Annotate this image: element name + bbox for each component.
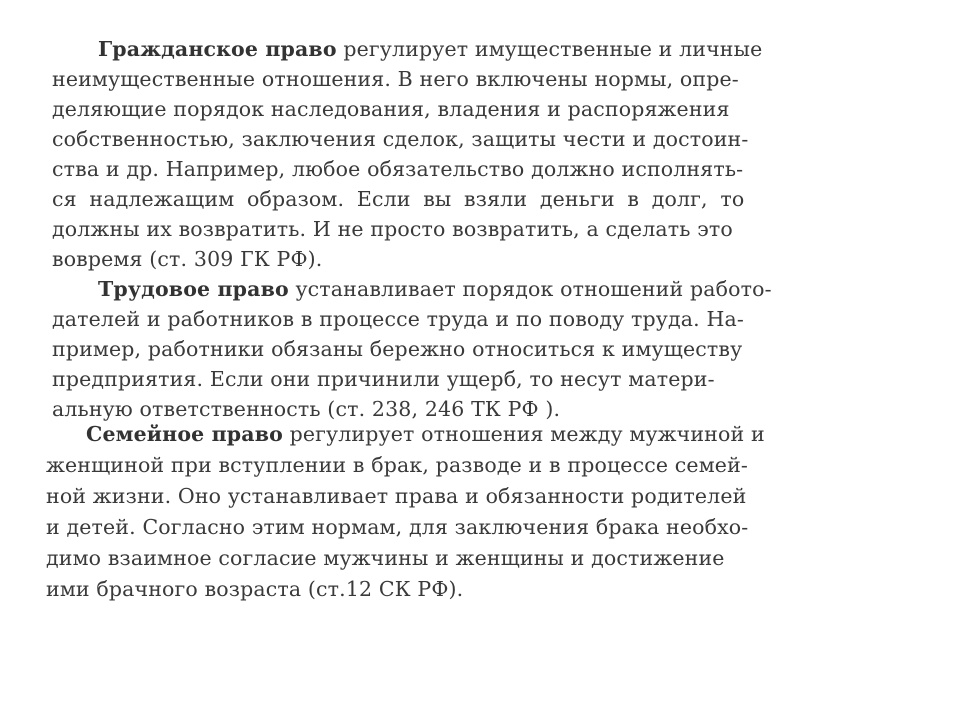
text-fragment: регулирует имущественные и личные xyxy=(336,37,763,61)
text-line xyxy=(98,274,772,304)
text-line: димо взаимное согласие мужчины и женщины и достижение xyxy=(46,546,725,570)
text-line: деляющие порядок наследования, владения и распоряжения xyxy=(52,97,730,121)
text-line: пример, работники обязаны бережно относиться к имуществу xyxy=(52,337,743,361)
text-fragment: устанавливает порядок отношений работо- xyxy=(288,277,772,301)
term-labor-law: Трудовое право xyxy=(98,277,289,301)
text-line: дателей и работников в процессе труда и по поводу труда. На- xyxy=(52,307,744,331)
text-line: вовремя (ст. 309 ГК РФ). xyxy=(52,247,323,271)
text-line: ими брачного возраста (ст.12 СК РФ). xyxy=(46,577,464,601)
term-family-law: Семейное право xyxy=(86,422,283,446)
term-civil-law: Гражданское право xyxy=(98,37,337,61)
text-line: и детей. Согласно этим нормам, для заключения брака необхо- xyxy=(46,515,749,539)
text-line: должны их возвратить. И не просто возвратить, а сделать это xyxy=(52,217,733,241)
text-line xyxy=(86,419,765,449)
text-line: ся надлежащим образом. Если вы взяли деньги в долг, то xyxy=(52,187,745,211)
text-line: предприятия. Если они причинили ущерб, то несут матери- xyxy=(52,367,715,391)
text-line xyxy=(98,34,762,64)
text-line: женщиной при вступлении в брак, разводе и в процессе семей- xyxy=(46,453,748,477)
text-line: ства и др. Например, любое обязательство должно исполнять- xyxy=(52,157,744,181)
text-line: неимущественные отношения. В него включены нормы, опре- xyxy=(52,67,739,91)
text-line: альную ответственность (ст. 238, 246 ТК РФ ). xyxy=(52,397,561,421)
text-line: ной жизни. Оно устанавливает права и обязанности родителей xyxy=(46,484,747,508)
text-fragment: регулирует отношения между мужчиной и xyxy=(282,422,765,446)
text-line: собственностью, заключения сделок, защиты чести и достоин- xyxy=(52,127,749,151)
